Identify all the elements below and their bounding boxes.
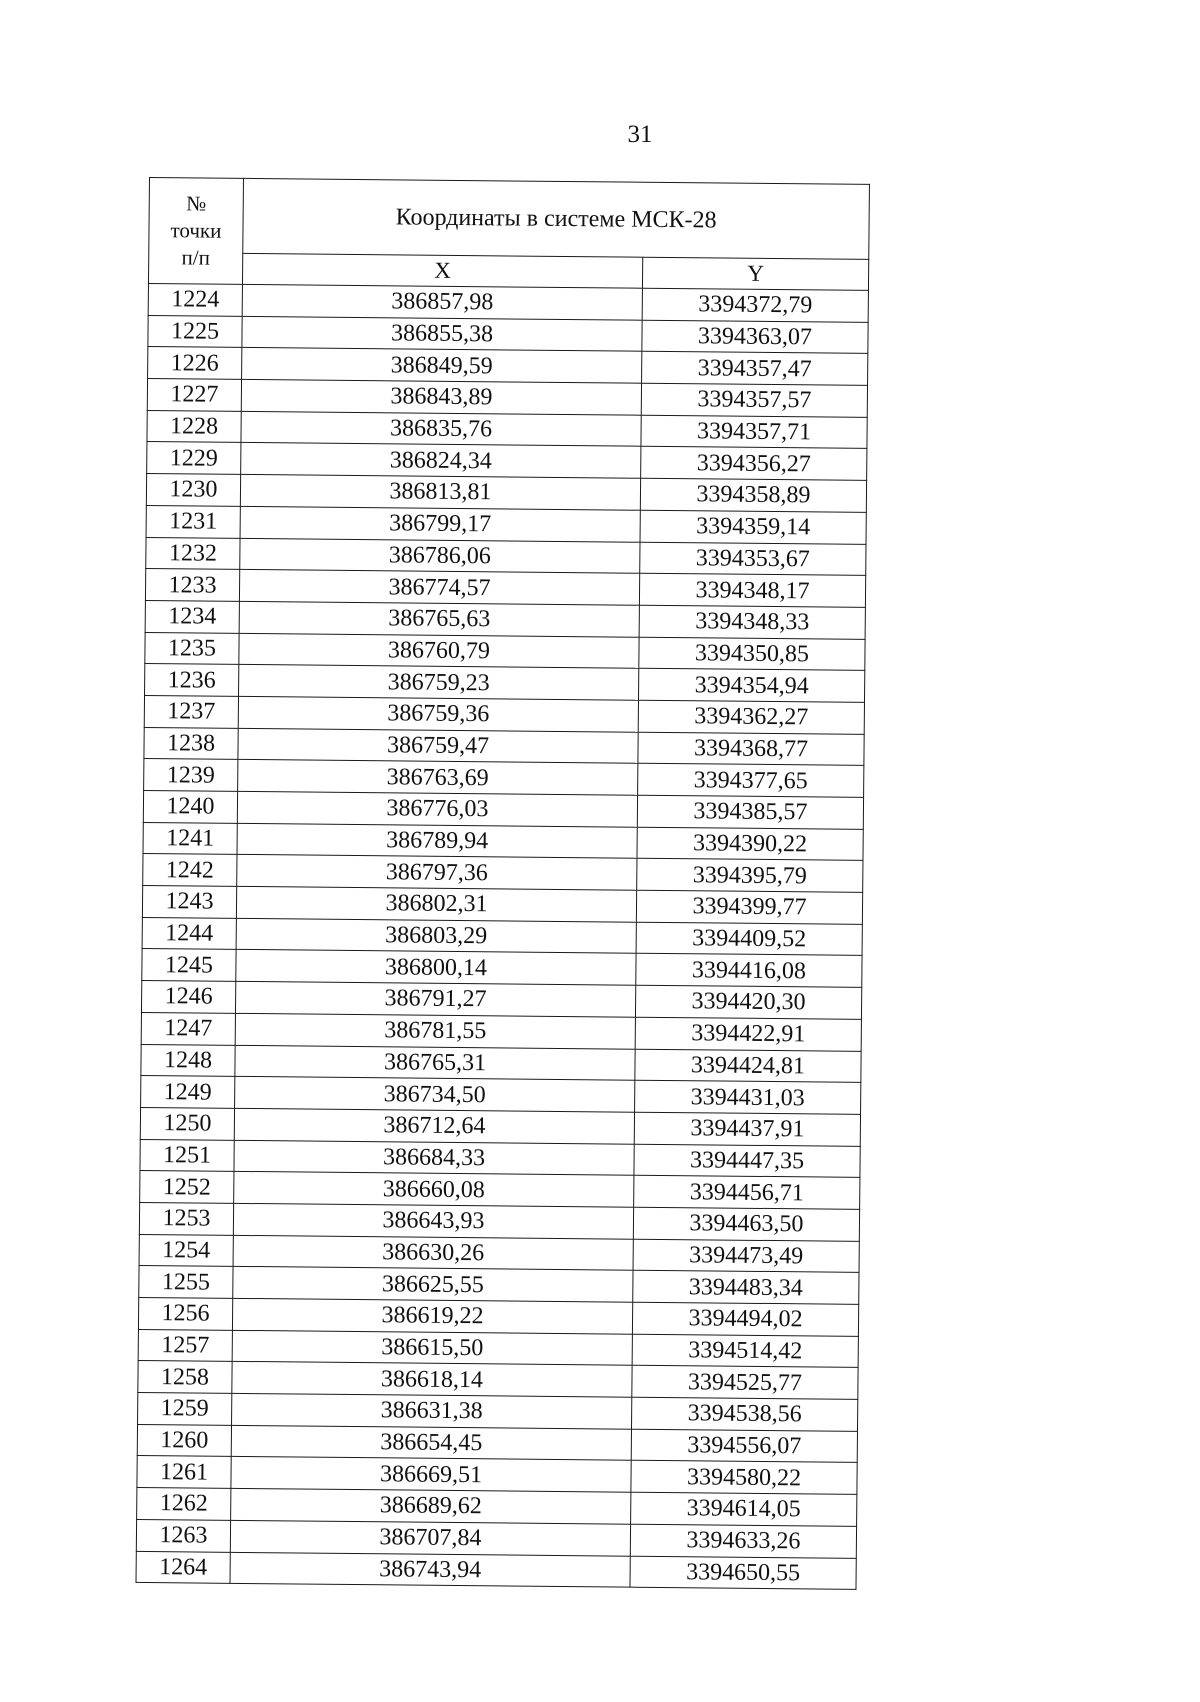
y-coordinate-cell: 3394494,02 [632, 1302, 858, 1336]
y-coordinate-cell: 3394416,08 [636, 954, 862, 988]
coordinates-header: Координаты в системе МСК-28 [243, 178, 870, 259]
point-number-cell: 1238 [144, 727, 238, 760]
y-coordinate-cell: 3394377,65 [638, 764, 864, 798]
x-coordinate-cell: 386835,76 [241, 411, 641, 447]
x-coordinate-cell: 386774,57 [239, 570, 639, 606]
x-coordinate-cell: 386765,31 [235, 1045, 635, 1081]
y-coordinate-cell: 3394359,14 [640, 510, 866, 544]
x-coordinate-cell: 386849,59 [242, 348, 642, 384]
y-coordinate-cell: 3394399,77 [636, 890, 862, 924]
x-coordinate-cell: 386786,06 [240, 538, 640, 574]
y-coordinate-cell: 3394385,57 [637, 795, 863, 829]
y-coordinate-cell: 3394356,27 [641, 447, 867, 481]
y-coordinate-cell: 3394357,47 [642, 352, 868, 386]
y-coordinate-cell: 3394514,42 [632, 1334, 858, 1368]
x-coordinate-cell: 386654,45 [231, 1425, 631, 1461]
y-coordinate-cell: 3394368,77 [638, 732, 864, 766]
y-coordinate-cell: 3394357,71 [641, 415, 867, 449]
point-number-header [148, 178, 243, 285]
x-coordinate-cell: 386797,36 [237, 855, 637, 891]
x-coordinate-cell: 386759,47 [238, 728, 638, 764]
x-coordinate-cell: 386630,26 [233, 1235, 633, 1271]
y-coordinate-cell: 3394437,91 [634, 1112, 860, 1146]
point-number-header-line3: п/п [181, 245, 211, 270]
x-coordinate-cell: 386660,08 [234, 1172, 634, 1208]
x-coordinate-cell: 386615,50 [232, 1330, 632, 1366]
x-coordinate-cell: 386843,89 [241, 379, 641, 415]
point-number-cell: 1263 [136, 1519, 230, 1552]
point-number-header-line1: № [186, 191, 207, 216]
y-coordinate-cell: 3394614,05 [631, 1492, 857, 1526]
y-coordinate-cell: 3394420,30 [635, 985, 861, 1019]
x-coordinate-cell: 386684,33 [234, 1140, 634, 1176]
x-coordinate-cell: 386669,51 [231, 1457, 631, 1493]
y-coordinate-cell: 3394556,07 [631, 1429, 857, 1463]
y-coordinate-cell: 3394357,57 [641, 383, 867, 417]
x-coordinate-cell: 386781,55 [235, 1013, 635, 1049]
point-number-cell: 1243 [142, 886, 236, 919]
point-number-cell: 1241 [143, 822, 237, 855]
point-number-cell: 1262 [137, 1488, 231, 1521]
x-coordinate-cell: 386712,64 [234, 1108, 634, 1144]
point-number-cell: 1229 [147, 442, 241, 475]
x-column-header: X [242, 253, 642, 288]
y-coordinate-cell: 3394390,22 [637, 827, 863, 861]
coordinates-table [136, 177, 870, 1590]
table-header [148, 178, 869, 291]
point-number-cell: 1264 [136, 1551, 230, 1584]
x-coordinate-cell: 386803,29 [236, 918, 636, 954]
point-number-cell: 1224 [148, 283, 242, 316]
y-coordinate-cell: 3394350,85 [639, 637, 865, 671]
x-coordinate-cell: 386734,50 [235, 1077, 635, 1113]
x-coordinate-cell: 386643,93 [233, 1203, 633, 1239]
y-coordinate-cell: 3394580,22 [631, 1461, 857, 1495]
point-number-cell: 1245 [142, 949, 236, 982]
y-coordinate-cell: 3394363,07 [642, 320, 868, 354]
point-number-cell: 1226 [148, 347, 242, 380]
x-coordinate-cell: 386791,27 [235, 981, 635, 1017]
table-body [136, 283, 868, 1589]
y-coordinate-cell: 3394483,34 [633, 1271, 859, 1305]
point-number-cell: 1249 [141, 1076, 235, 1109]
x-coordinate-cell: 386707,84 [230, 1520, 630, 1556]
point-number-cell: 1232 [146, 537, 240, 570]
x-coordinate-cell: 386759,36 [238, 696, 638, 732]
y-coordinate-cell: 3394358,89 [640, 478, 866, 512]
point-number-cell: 1228 [147, 410, 241, 443]
y-coordinate-cell: 3394447,35 [634, 1144, 860, 1178]
point-number-cell: 1258 [138, 1361, 232, 1394]
y-coordinate-cell: 3394353,67 [640, 542, 866, 576]
point-number-cell: 1237 [144, 695, 238, 728]
point-number-cell: 1256 [138, 1297, 232, 1330]
y-coordinate-cell: 3394409,52 [636, 922, 862, 956]
point-number-cell: 1225 [148, 315, 242, 348]
x-coordinate-cell: 386824,34 [241, 443, 641, 479]
point-number-cell: 1248 [141, 1044, 235, 1077]
point-number-cell: 1242 [143, 854, 237, 887]
y-coordinate-cell: 3394422,91 [635, 1017, 861, 1051]
point-number-cell: 1250 [140, 1107, 234, 1140]
point-number-cell: 1247 [141, 1012, 235, 1045]
x-coordinate-cell: 386689,62 [231, 1488, 631, 1524]
y-coordinate-cell: 3394362,27 [638, 700, 864, 734]
point-number-cell: 1236 [145, 664, 239, 697]
x-coordinate-cell: 386631,38 [232, 1393, 632, 1429]
y-coordinate-cell: 3394354,94 [639, 668, 865, 702]
point-number-cell: 1239 [144, 759, 238, 792]
point-number-cell: 1244 [142, 917, 236, 950]
page-number: 31 [627, 121, 653, 148]
point-number-cell: 1260 [137, 1424, 231, 1457]
point-number-cell: 1230 [146, 474, 240, 507]
x-coordinate-cell: 386765,63 [239, 601, 639, 637]
point-number-cell: 1240 [143, 790, 237, 823]
x-coordinate-cell: 386789,94 [237, 823, 637, 859]
y-coordinate-cell: 3394395,79 [637, 859, 863, 893]
x-coordinate-cell: 386800,14 [236, 950, 636, 986]
point-number-header-line2: точки [170, 218, 222, 243]
x-coordinate-cell: 386760,79 [239, 633, 639, 669]
point-number-cell: 1259 [138, 1393, 232, 1426]
y-coordinate-cell: 3394424,81 [635, 1049, 861, 1083]
point-number-cell: 1235 [145, 632, 239, 665]
y-coordinate-cell: 3394372,79 [642, 288, 868, 322]
x-coordinate-cell: 386763,69 [238, 760, 638, 796]
point-number-cell: 1234 [145, 600, 239, 633]
y-coordinate-cell: 3394431,03 [635, 1080, 861, 1114]
x-coordinate-cell: 386855,38 [242, 316, 642, 352]
point-number-cell: 1255 [139, 1266, 233, 1299]
y-coordinate-cell: 3394525,77 [632, 1366, 858, 1400]
point-number-cell: 1254 [139, 1234, 233, 1267]
y-column-header: Y [642, 257, 868, 290]
point-number-cell: 1257 [138, 1329, 232, 1362]
x-coordinate-cell: 386857,98 [242, 284, 642, 320]
table-row [136, 1551, 856, 1590]
point-number-cell: 1253 [139, 1202, 233, 1235]
y-coordinate-cell: 3394650,55 [630, 1556, 856, 1590]
y-coordinate-cell: 3394456,71 [634, 1175, 860, 1209]
y-coordinate-cell: 3394473,49 [633, 1239, 859, 1273]
x-coordinate-cell: 386618,14 [232, 1362, 632, 1398]
y-coordinate-cell: 3394348,17 [639, 573, 865, 607]
point-number-cell: 1231 [146, 505, 240, 538]
point-number-cell: 1233 [145, 569, 239, 602]
x-coordinate-cell: 386619,22 [232, 1298, 632, 1334]
point-number-cell: 1261 [137, 1456, 231, 1489]
point-number-cell: 1252 [140, 1171, 234, 1204]
point-number-cell: 1246 [141, 981, 235, 1014]
y-coordinate-cell: 3394538,56 [632, 1397, 858, 1431]
x-coordinate-cell: 386625,55 [233, 1267, 633, 1303]
x-coordinate-cell: 386813,81 [240, 475, 640, 511]
x-coordinate-cell: 386776,03 [237, 791, 637, 827]
point-number-cell: 1251 [140, 1139, 234, 1172]
y-coordinate-cell: 3394348,33 [639, 605, 865, 639]
x-coordinate-cell: 386802,31 [236, 886, 636, 922]
x-coordinate-cell: 386743,94 [230, 1552, 630, 1588]
point-number-cell: 1227 [147, 379, 241, 412]
x-coordinate-cell: 386759,23 [239, 665, 639, 701]
x-coordinate-cell: 386799,17 [240, 506, 640, 542]
y-coordinate-cell: 3394463,50 [633, 1207, 859, 1241]
y-coordinate-cell: 3394633,26 [630, 1524, 856, 1558]
